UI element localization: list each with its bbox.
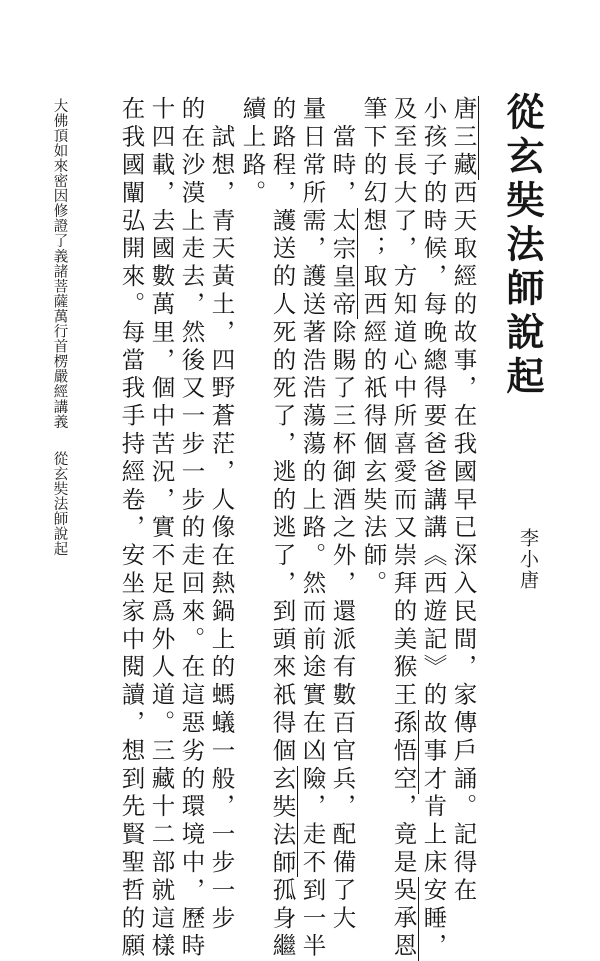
body-text: 西天取經的故事，在我國早已深入民間，家傳戶誦。記得在 [449,179,478,906]
body-text: 及至長大了，方知道心中所喜愛而又崇拜的美猴王 [389,96,418,710]
proper-noun-mark: 玄奘法師 [268,765,297,878]
proper-noun-mark: 唐三藏 [449,96,478,180]
body-column-6: 量日常所需，護送著浩浩蕩蕩的上路。然而前途實在凶險，走不到一半 [298,96,327,961]
body-text: 當時， [328,96,357,208]
running-head-book: 大佛頂如來密因修證了義諸菩薩萬行首楞嚴經講義 [51,98,68,430]
body-column-12: 在我國闡弘開來。每當我手持經卷，安坐家中閱讀，想到先賢聖哲的願 [117,96,146,961]
body-column-3 [389,96,418,961]
body-column-1 [449,96,478,906]
body-text: 孤身繼 [268,877,297,961]
running-head [52,98,67,556]
proper-noun-mark: 太宗皇帝 [328,207,357,320]
body-column-5 [328,96,357,934]
proper-noun-mark: 吳承恩 [389,877,418,961]
body-column-10: 的在沙漠上走去，然後又一步一步的走回來。在這惡劣的環境中，歷時 [177,96,206,961]
body-text: 的路程，護送的人死的死了，逃的逃了，到頭來祇得個 [268,96,297,766]
body-column-2: 小孩子的時候，每晚總得要爸爸講講《西遊記》的故事才肯上床安睡， [419,96,448,961]
body-column-9: 試想，青天黃土，四野蒼茫，人像在熱鍋上的螞蟻一般，一步一步 [207,96,236,933]
author-name: 李小唐 [517,528,539,591]
body-column-7 [268,96,297,961]
body-text: ，竟是 [389,793,418,878]
body-column-8: 續上路。 [238,96,267,208]
proper-noun-mark: 孫悟空 [389,709,418,794]
body-text: 除賜了三杯御酒之外，還派有數百官兵，配備了大 [328,319,357,934]
body-column-4: 筆下的幻想；取西經的祇得個玄奘法師。 [359,96,388,599]
body-column-11: 十四載，去國數萬里，個中苦況，實不足爲外人道。三藏十二部就這樣 [147,96,176,961]
page-title: 從玄奘法師說起 [500,92,545,400]
running-head-chapter: 從玄奘法師說起 [51,451,68,557]
